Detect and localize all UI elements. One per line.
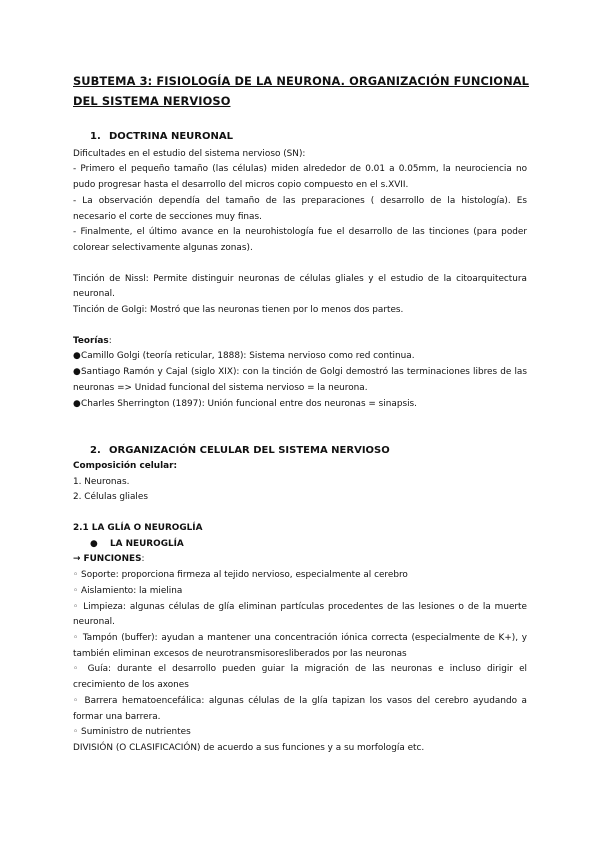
nissl-stain-text: Tinción de Nissl: Permite distinguir neuronas de células gliales y el estudio de la citoarquitectura neuronal. [73,273,527,300]
document-body [73,129,527,757]
document-title: SUBTEMA 3: FISIOLOGÍA DE LA NEURONA. ORGANIZACIÓN FUNCIONAL DEL SISTEMA NERVIOSO [73,74,530,108]
function-item: ◦ Aislamiento: la mielina [73,585,183,596]
theory-item [73,365,527,396]
section-1-intro: Dificultades en el estudio del sistema nervioso (SN): [73,148,306,159]
bullet-icon: ● [73,351,81,362]
section-2-title: ORGANIZACIÓN CELULAR DEL SISTEMA NERVIOSO [109,445,390,457]
bullet-icon: ● [90,538,98,549]
theories-label: Teorías [73,335,109,346]
bullet-icon: ● [73,367,81,378]
function-item: ◦ Limpieza: algunas células de glía eliminan partículas procedentes de las lesiones o de la muerte neuronal. [73,601,527,628]
difficulty-item: - La observación dependía del tamaño de las preparaciones ( desarrollo de la histología). Es necesario el corte de secciones muy finas. [73,195,527,222]
functions-heading [73,552,527,568]
section-1-title: DOCTRINA NEURONAL [109,131,233,142]
division-text: DIVISIÓN (O CLASIFICACIÓN) de acuerdo a sus funciones y a su morfología etc. [73,742,425,753]
golgi-stain-text: Tinción de Golgi: Mostró que las neuronas tienen por lo menos dos partes. [73,305,404,316]
theory-text: Camillo Golgi (teoría reticular, 1888): Sistema nervioso como red continua. [81,351,415,362]
theory-item [73,349,527,365]
composition-item: 2. Células gliales [73,492,148,503]
function-item: ◦ Suministro de nutrientes [73,727,191,738]
section-1-number: 1. [90,131,101,142]
function-item: ◦ Barrera hematoencefálica: algunas células de la glía tapizan los vasos del cerebro ayudando a formar una barrera. [73,695,527,722]
function-item: ◦ Tampón (buffer): ayudan a mantener una concentración iónica correcta (especialmente de K+), y también eliminan excesos de neurotransmisoresliberados por las neuronas [73,632,527,659]
theory-text: Santiago Ramón y Cajal (siglo XIX): con la tinción de Golgi demostró las terminaciones libres de las neuronas => Unidad funcional del sistema nervioso = la neurona. [73,367,527,393]
neuroglia-label: LA NEUROGLÍA [110,538,184,549]
subsection-heading: 2.1 LA GLÍA O NEUROGLÍA [73,523,203,534]
theory-text: Charles Sherrington (1897): Unión funcional entre dos neuronas = sinapsis. [81,398,417,409]
bullet-icon: ● [73,398,81,409]
composition-label: Composición celular: [73,460,178,471]
function-item: ◦ Soporte: proporciona firmeza al tejido nervioso, especialmente al cerebro [73,570,408,581]
functions-label: → FUNCIONES [73,554,142,565]
section-2-heading [73,443,527,459]
theories-colon: : [108,335,112,346]
function-item: ◦ Guía: durante el desarrollo pueden guiar la migración de las neuronas e incluso dirigir el crecimiento de los axones [73,664,527,691]
theory-item [73,397,527,413]
section-2-number: 2. [90,445,101,457]
difficulty-item: - Finalmente, el último avance en la neurohistología fue el desarrollo de las tinciones (para poder colorear selectivamente algunas zonas). [73,227,527,253]
difficulty-item: - Primero el pequeño tamaño (las células) miden alrededor de 0.01 a 0.05mm, la neurociencia no pudo progresar hasta el desarrollo del micros copio compuesto en el s.XVII. [73,164,527,191]
composition-item: 1. Neuronas. [73,476,130,487]
theories-heading [73,334,527,350]
functions-colon: : [141,554,145,565]
neuroglia-heading [73,537,527,553]
section-1-heading [73,129,527,145]
